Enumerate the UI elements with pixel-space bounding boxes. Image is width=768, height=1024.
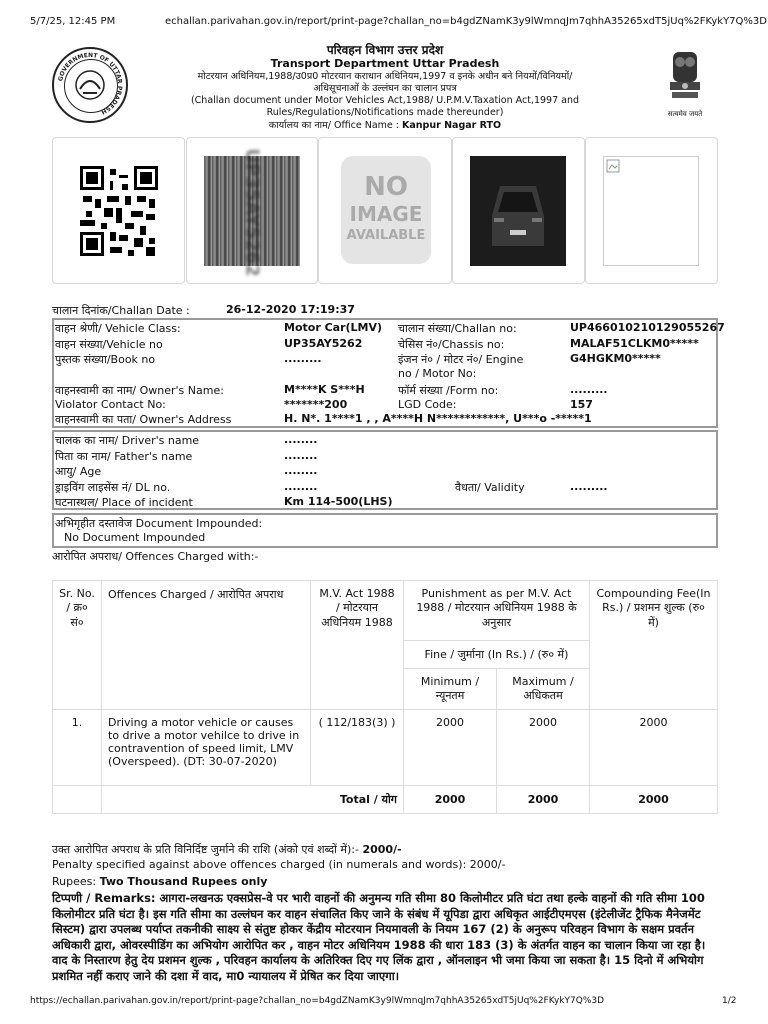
place-value: Km 114-500(LHS) <box>284 495 393 508</box>
impound-label: अभिगृहीत दस्तावेज Document Impounded: <box>55 517 263 530</box>
broken-image-icon <box>603 156 699 266</box>
dept-hindi-line1: मोटरयान अधिनियम,1988/उ0प्र0 मोटरयान कराधान अधिनियम,1997 व इनके अधीन बने नियमों/विनियमों/ <box>197 71 573 82</box>
no-image-placeholder: NO IMAGE AVAILABLE <box>341 156 431 264</box>
age-value: ........ <box>284 464 318 477</box>
vehicle-no-value: UP35AY5262 <box>284 337 363 350</box>
up-government-emblem <box>52 47 128 123</box>
dept-english-title: Transport Department Uttar Pradesh <box>270 57 500 70</box>
footer-url: https://echallan.parivahan.gov.in/report/print-page?challan_no=b4gdZNamK3y9lWmnqJm7qhhA35265xdT5jUq%2FKykY7Q%3D <box>30 996 605 1006</box>
challan-date-value: 26-12-2020 17:19:37 <box>226 303 355 316</box>
qr-code-icon <box>80 166 158 256</box>
lgd-code-label: LGD Code: <box>398 398 457 411</box>
owner-name-label: वाहनस्वामी का नाम/ Owner's Name: <box>55 384 224 397</box>
form-no-value: ......... <box>570 383 608 396</box>
place-label: घटनास्थल/ Place of incident <box>55 496 193 509</box>
header-offences: Offences Charged / आरोपित अपराध <box>102 581 311 710</box>
row-max: 2000 <box>497 710 590 786</box>
dept-hindi-line2: अधिसूचनाओं के उल्लंघन का चालान प्रपत्र <box>313 83 457 94</box>
office-name: कार्यालय का नाम/ Office Name : Kanpur Nagar RTO <box>268 120 502 131</box>
contact-label: Violator Contact No: <box>55 398 166 411</box>
vehicle-no-label: वाहन संख्या/Vehicle no <box>55 338 163 351</box>
no-image-card <box>318 137 452 284</box>
total-row <box>53 786 718 814</box>
engine-value: G4HGKM0***** <box>570 352 661 365</box>
validity-value: ......... <box>570 480 608 493</box>
header-fine: Fine / जुर्माना (In Rs.) / (रु० में) <box>404 641 590 669</box>
chassis-value: MALAF51CLKM0***** <box>570 337 699 350</box>
penalty-english: Penalty specified against above offences charged (in numerals and words): 2000/- <box>52 858 506 871</box>
header-minimum: Minimum / न्यूनतम <box>404 669 497 710</box>
age-label: आयु/ Age <box>55 465 102 478</box>
chassis-label: चेसिस नं०/Chassis no: <box>398 338 505 351</box>
offences-table <box>52 580 718 814</box>
footer-page-number: 1/2 <box>722 996 737 1006</box>
vehicle-class-value: Motor Car(LMV) <box>284 321 383 334</box>
challan-date-label: चालान दिनांक/Challan Date : <box>52 304 190 317</box>
book-no-label: पुस्तक संख्या/Book no <box>55 353 156 366</box>
total-max: 2000 <box>497 786 590 814</box>
vehicle-image-card <box>452 137 585 284</box>
dl-no-label: ड्राइविंग लाइसेंस नं/ DL no. <box>55 481 171 494</box>
dept-english-line2: Rules/Regulations/Notifications made thereunder) <box>266 107 504 118</box>
owner-address-value: H. N*. 1****1 , , A****H N************, U***o -*****1 <box>284 412 592 425</box>
table-row <box>53 710 718 786</box>
number-plate-image-card <box>186 137 318 284</box>
engine-label-1: इंजन नं० / मोटर नं०/ Engine <box>398 353 524 366</box>
dl-no-value: ........ <box>284 480 318 493</box>
engine-label-2: no / Motor No: <box>398 367 477 380</box>
header-sr-no: Sr. No. / क्र० सं० <box>53 581 102 710</box>
challan-no-value: UP466010210129055267 <box>570 321 725 334</box>
form-no-label: फॉर्म संख्या /Form no: <box>398 384 499 397</box>
blurred-plate-image: UP35AY5262 <box>204 156 300 266</box>
vehicle-photo <box>470 156 566 266</box>
offences-caption: आरोपित अपराध/ Offences Charged with:- <box>52 550 259 563</box>
row-sr: 1. <box>53 710 102 786</box>
header-maximum: Maximum / अधिकतम <box>497 669 590 710</box>
validity-label: वैधता/ Validity <box>455 481 525 494</box>
penalty-hindi: उक्त आरोपित अपराध के प्रति विनिर्दिष्ट जुर्माने की राशि (अंको एवं शब्दों में):- 2000/- <box>52 843 402 856</box>
ashoka-emblem <box>660 48 710 120</box>
impound-value: No Document Impounded <box>64 531 206 544</box>
qr-code-card <box>52 137 185 284</box>
header-compounding-fee: Compounding Fee(In Rs.) / प्रशमन शुल्क (रु० में) <box>590 581 718 710</box>
dept-hindi-title: परिवहन विभाग उत्तर प्रदेश <box>326 43 444 57</box>
svg-text:GOVERNMENT OF UTTAR PRADESH: GOVERNMENT OF UTTAR PRADESH <box>57 51 124 116</box>
vehicle-class-label: वाहन श्रेणी/ Vehicle Class: <box>55 322 181 335</box>
father-name-label: पिता का नाम/ Father's name <box>55 450 193 463</box>
lgd-code-value: 157 <box>570 398 593 411</box>
driver-name-value: ........ <box>284 433 318 446</box>
print-url: echallan.parivahan.gov.in/report/print-page?challan_no=b4gdZNamK3y9lWmnqJm7qhhA35265xdT5jUq%2FKykY7Q%3D <box>165 16 767 27</box>
book-no-value: ......... <box>284 352 322 365</box>
father-name-value: ........ <box>284 449 318 462</box>
header-punishment: Punishment as per M.V. Act 1988 / मोटरयान अधिनियम 1988 के अनुसार <box>404 581 590 641</box>
row-min: 2000 <box>404 710 497 786</box>
print-datetime: 5/7/25, 12:45 PM <box>30 16 116 27</box>
challan-no-label: चालान संख्या/Challan no: <box>398 322 517 335</box>
contact-value: *******200 <box>284 398 348 411</box>
penalty-rupees: Rupees: Two Thousand Rupees only <box>52 875 268 888</box>
row-comp: 2000 <box>590 710 718 786</box>
driver-name-label: चालक का नाम/ Driver's name <box>55 434 200 447</box>
owner-name-value: M****K S***H <box>284 383 365 396</box>
total-comp: 2000 <box>590 786 718 814</box>
broken-image-card <box>585 137 718 284</box>
total-label: Total / योग <box>102 786 404 814</box>
header-mv-act: M.V. Act 1988 / मोटरयान अधिनियम 1988 <box>311 581 404 710</box>
dept-english-line1: (Challan document under Motor Vehicles Act,1988/ U.P.M.V.Taxation Act,1997 and <box>190 95 580 106</box>
owner-address-label: वाहनस्वामी का पता/ Owner's Address <box>55 413 232 426</box>
total-min: 2000 <box>404 786 497 814</box>
satyamev-jayate: सत्यमेव जयते <box>667 110 703 118</box>
row-act: ( 112/183(3) ) <box>311 710 404 786</box>
remarks-paragraph: टिप्पणी / Remarks: आगरा-लखनऊ एक्सप्रेस-वे पर भारी वाहनों की अनुमन्य गति सीमा 80 किलोमीटर प्रति घंटा तथा हल्के वाहनों की गति सीमा 100 किलोमीटर प्रति घंटा है। इस गति सीमा का उल्लंघन कर वाहन संचालित किए जाने के संबंध में यूपिडा द्वारा अधिकृत आईटीएमएस (इंटेलीजेंट ट्रैफिक मैनेजमेंट सिस्टम) द्वारा उपलब्ध पर्याप्त तकनीकी साक्ष्य से संतुष्ट होकर केंद्रीय मोटरयान नियमावली के नियम 167 (2) के अनुरूप परिवहन विभाग के सक्षम प्रवर्तन अधिकारी द्वारा, ओवरस्पीडिंग का अभियोग आरोपित कर , वाहन मोटर अधिनियम 1988 की धारा 183 (3) के अंतर्गत वाहन का चालान किया जा रहा है। वाद के निस्तारण हेतु देय प्रशमन शुल्क , परिवहन कार्यालय के अतिरिक्त दिए गए लिंक द्वारा , ऑनलाइन भी जमा किया जा सकता है। 15 दिनो में अभियोग प्रशमित नहीं कराए जाने की दशा में वाद, मा0 न्यायालय में प्रेषित कर दिया जाएगा। <box>52 891 706 983</box>
row-offence: Driving a motor vehicle or causes to drive a motor vehilce to drive in contravention of speed limit, LMV (Overspeed). (DT: 30-07-2020) <box>102 710 311 786</box>
